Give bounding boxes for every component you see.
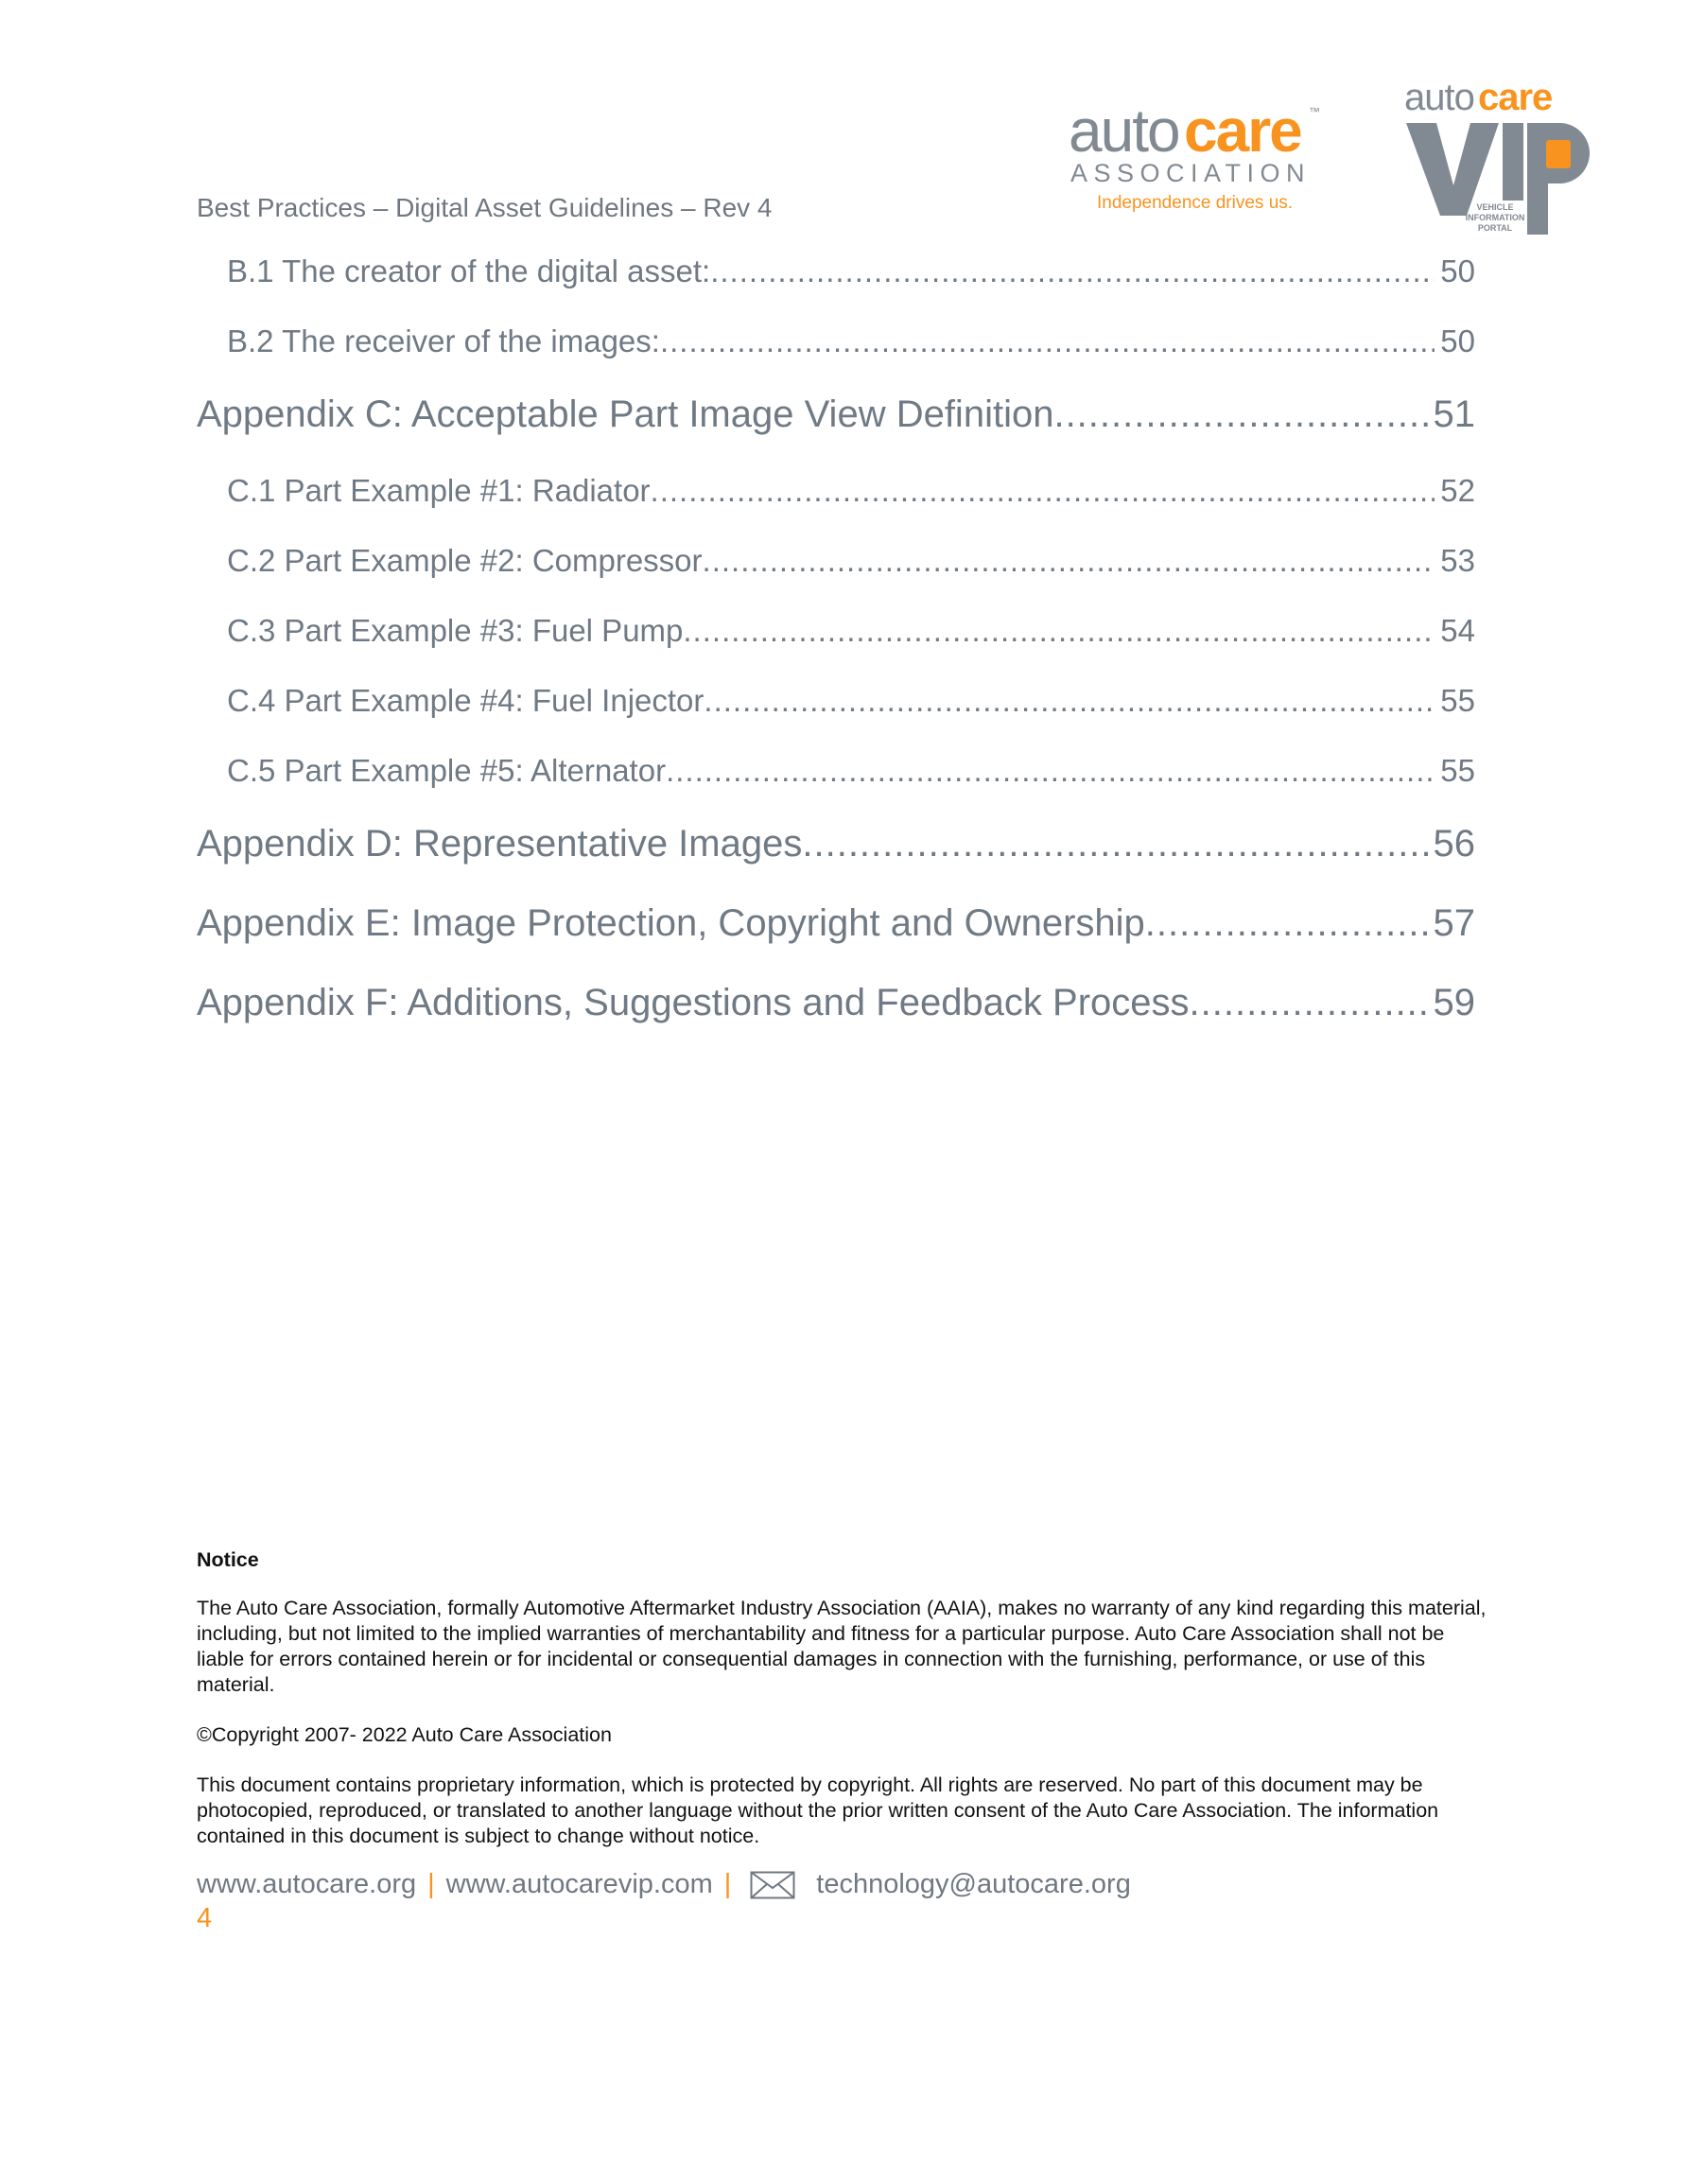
logo-vip-sub1: VEHICLE [1476, 202, 1514, 212]
toc-entry-appendix-f[interactable] [197, 982, 1475, 1024]
footer-link-autocare[interactable]: www.autocare.org [197, 1869, 417, 1899]
notice-copyright: ©Copyright 2007- 2022 Auto Care Association [197, 1723, 612, 1746]
toc-leader-dots [1145, 902, 1428, 945]
logo-aca-tagline: Independence drives us. [1097, 193, 1294, 213]
footer-separator: | [723, 1869, 732, 1899]
toc-leader-dots [704, 683, 1435, 719]
toc-entry-c3[interactable] [227, 613, 1475, 649]
logo-vip-word2: care [1478, 79, 1553, 118]
autocare-vip-logo [1404, 79, 1593, 238]
toc-entry-page: 55 [1440, 753, 1475, 788]
toc-leader-dots [683, 613, 1435, 649]
toc-entry-c4[interactable] [227, 683, 1475, 719]
toc-entry-label: C.2 Part Example #2: Compressor [227, 543, 703, 578]
footer-email-link[interactable]: technology@autocare.org [816, 1869, 1131, 1899]
toc-entry-b2[interactable] [227, 323, 1475, 359]
logo-vip-i-shape [1503, 123, 1523, 201]
toc-entry-page: 53 [1440, 543, 1475, 578]
toc-entry-page: 50 [1440, 253, 1475, 288]
toc-entry-page: 56 [1433, 823, 1475, 865]
header-title: Best Practices – Digital Asset Guidelines – Rev 4 [197, 193, 773, 222]
toc-entry-label: B.1 The creator of the digital asset: [227, 253, 711, 288]
toc-leader-dots [802, 823, 1427, 865]
toc-leader-dots [1190, 982, 1428, 1024]
toc-entry-page: 50 [1440, 323, 1475, 358]
toc-entry-label: Appendix F: Additions, Suggestions and Feedback Process [197, 982, 1190, 1023]
toc-leader-dots [703, 543, 1435, 579]
toc-entry-c1[interactable] [227, 473, 1475, 509]
autocare-association-logo [1067, 102, 1336, 216]
toc-leader-dots [666, 753, 1435, 789]
toc-entry-page: 57 [1433, 902, 1475, 944]
notice-warranty-paragraph: The Auto Care Association, formally Automotive Aftermarket Industry Association (AAIA), makes no warranty of any kind regarding this material, including, but not limited to the implied warranties of merchantability and fitness for a particular purpose. Auto Care Association shall not be liable for errors contained herein or for incidental or consequential damages in connection with the furnishing, performance, or use of this material. [197, 1597, 1487, 1696]
logo-vip-sub3: PORTAL [1477, 223, 1513, 233]
logo-vip-sub2: INFORMATION [1465, 213, 1525, 222]
toc-leader-dots [660, 323, 1435, 359]
toc-entry-label: Appendix E: Image Protection, Copyright and Ownership [197, 902, 1145, 944]
logo-aca-sub: ASSOCIATION [1070, 159, 1312, 187]
toc-entry-b1[interactable] [227, 253, 1475, 289]
footer-separator: | [427, 1869, 435, 1899]
toc-entry-page: 52 [1440, 473, 1475, 508]
toc-entry-c5[interactable] [227, 753, 1475, 789]
toc-entry-label: Appendix C: Acceptable Part Image View Definition [197, 393, 1054, 435]
toc-entry-appendix-c[interactable] [197, 393, 1475, 436]
toc-entry-page: 51 [1433, 393, 1475, 435]
toc-leader-dots [710, 253, 1435, 289]
toc-leader-dots [1053, 393, 1427, 436]
logo-vip-orange-square [1546, 140, 1571, 168]
toc-leader-dots [651, 473, 1435, 509]
toc-entry-page: 54 [1440, 613, 1475, 648]
toc-entry-page: 59 [1433, 982, 1475, 1023]
logo-aca-tm: ™ [1309, 105, 1320, 118]
toc-entry-label: Appendix D: Representative Images [197, 823, 803, 865]
notice-title: Notice [197, 1548, 259, 1571]
logo-vip-p-shape [1527, 123, 1590, 235]
logo-aca-word2: care [1184, 102, 1301, 165]
page-footer [197, 1869, 1131, 1900]
notice-section [197, 1547, 1492, 1874]
toc-entry-label: B.2 The receiver of the images: [227, 323, 660, 358]
toc-entry-c2[interactable] [227, 543, 1475, 579]
envelope-icon [750, 1871, 795, 1899]
logo-vip-word1: auto [1404, 79, 1474, 118]
toc-entry-label: C.3 Part Example #3: Fuel Pump [227, 613, 684, 648]
toc-entry-label: C.1 Part Example #1: Radiator [227, 473, 651, 508]
toc-entry-appendix-e[interactable] [197, 902, 1475, 945]
toc-entry-page: 55 [1440, 683, 1475, 718]
toc-entry-appendix-d[interactable] [197, 823, 1475, 865]
page-number: 4 [197, 1903, 213, 1933]
footer-link-autocarevip[interactable]: www.autocarevip.com [445, 1869, 713, 1899]
toc-entry-label: C.5 Part Example #5: Alternator [227, 753, 667, 788]
toc-entry-label: C.4 Part Example #4: Fuel Injector [227, 683, 704, 718]
notice-proprietary-paragraph: This document contains proprietary information, which is protected by copyright. All rights are reserved. No part of this document may be photocopied, reproduced, or translated to another language without the prior written consent of the Auto Care Association. The information contained in this document is subject to change without notice. [197, 1773, 1439, 1847]
logo-aca-word1: auto [1069, 102, 1179, 165]
